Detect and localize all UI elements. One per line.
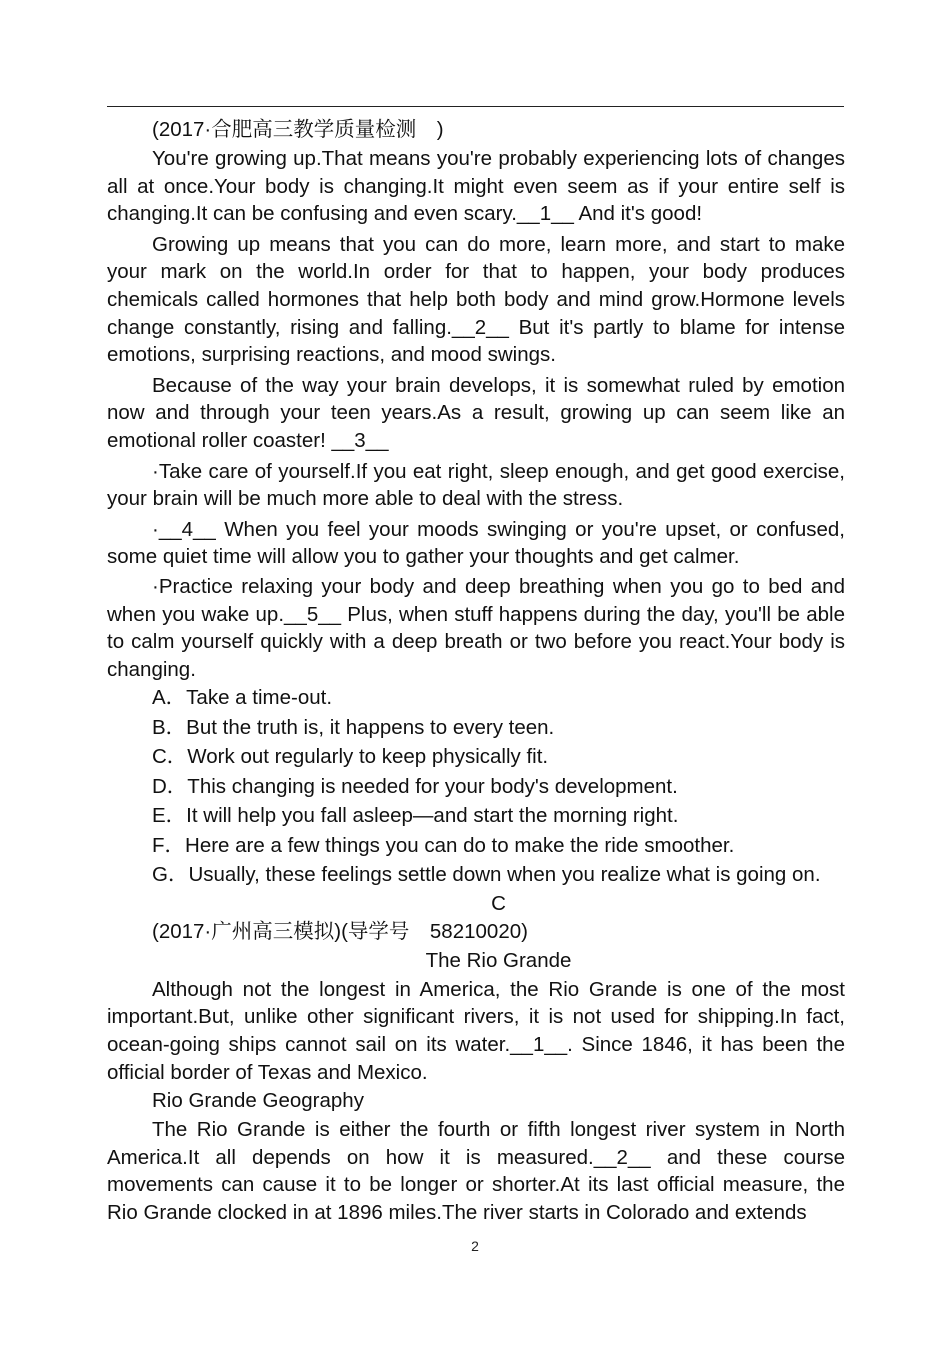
passage-paragraph: The Rio Grande is either the fourth or fifth longest river system in North America.It all depends on how it is measured.__2__ and these course movements can cause it to be longer or shorter.At its last official measure, the Rio Grande clocked in at 1896 miles.The river starts in Colorado and extends bbox=[107, 1118, 845, 1224]
option-f: F．Here are a few things you can do to make the ride smoother. bbox=[152, 833, 735, 857]
page-content bbox=[107, 115, 845, 1227]
option-e: E．It will help you fall asleep—and start the morning right. bbox=[152, 804, 679, 828]
source-citation-1: (2017·合肥高三教学质量检测 ) bbox=[152, 118, 444, 141]
bullet-paragraph: ·__4__ When you feel your moods swinging or you're upset, or confused, some quiet time will allow you to gather your thoughts and get calmer. bbox=[107, 517, 845, 569]
passage-title: The Rio Grande bbox=[425, 948, 572, 972]
passage-paragraph: Although not the longest in America, the Rio Grande is one of the most important.But, unlike other significant rivers, it is not used for shipping.In fact, ocean-going ships cannot sail on its water.__1__. Since 1846, it has been the official border of Texas and Mexico. bbox=[107, 977, 845, 1084]
passage-paragraph: Growing up means that you can do more, learn more, and start to make your mark on the world.In order for that to happen, your body produces chemicals called hormones that help both body and mind grow.Hormone levels change constantly, rising and falling.__2__ But it's partly to blame for intense emotions, surprising reactions, and mood swings. bbox=[107, 232, 845, 367]
option-c: C．Work out regularly to keep physically fit. bbox=[152, 745, 549, 769]
header-rule bbox=[107, 106, 844, 107]
option-d: D．This changing is needed for your body's development. bbox=[152, 774, 678, 798]
option-a: A．Take a time-out. bbox=[152, 686, 333, 710]
section-letter: C bbox=[491, 891, 506, 915]
passage-paragraph: Because of the way your brain develops, it is somewhat ruled by emotion now and through your teen years.As a result, growing up can seem like an emotional roller coaster! __3__ bbox=[107, 373, 845, 452]
bullet-paragraph: ·Take care of yourself.If you eat right, sleep enough, and get good exercise, your brain will be much more able to deal with the stress. bbox=[107, 459, 845, 511]
option-g: G．Usually, these feelings settle down when you realize what is going on. bbox=[152, 863, 821, 887]
option-b: B．But the truth is, it happens to every teen. bbox=[152, 715, 555, 739]
passage-paragraph: You're growing up.That means you're probably experiencing lots of changes all at once.Your body is changing.It might even seem as if your entire self is changing.It can be confusing and even scary.__1__ And it's good! bbox=[107, 147, 845, 226]
bullet-paragraph: ·Practice relaxing your body and deep breathing when you go to bed and when you wake up.__5__ Plus, when stuff happens during the day, you'll be able to calm yourself quickly with a deep breath or two before you react.Your body is changing. bbox=[107, 574, 845, 681]
answer-options bbox=[107, 683, 845, 890]
page-number: 2 bbox=[471, 1238, 479, 1254]
source-citation-2: (2017·广州高三模拟)(导学号 58210020) bbox=[152, 919, 528, 943]
subheading: Rio Grande Geography bbox=[152, 1089, 364, 1113]
